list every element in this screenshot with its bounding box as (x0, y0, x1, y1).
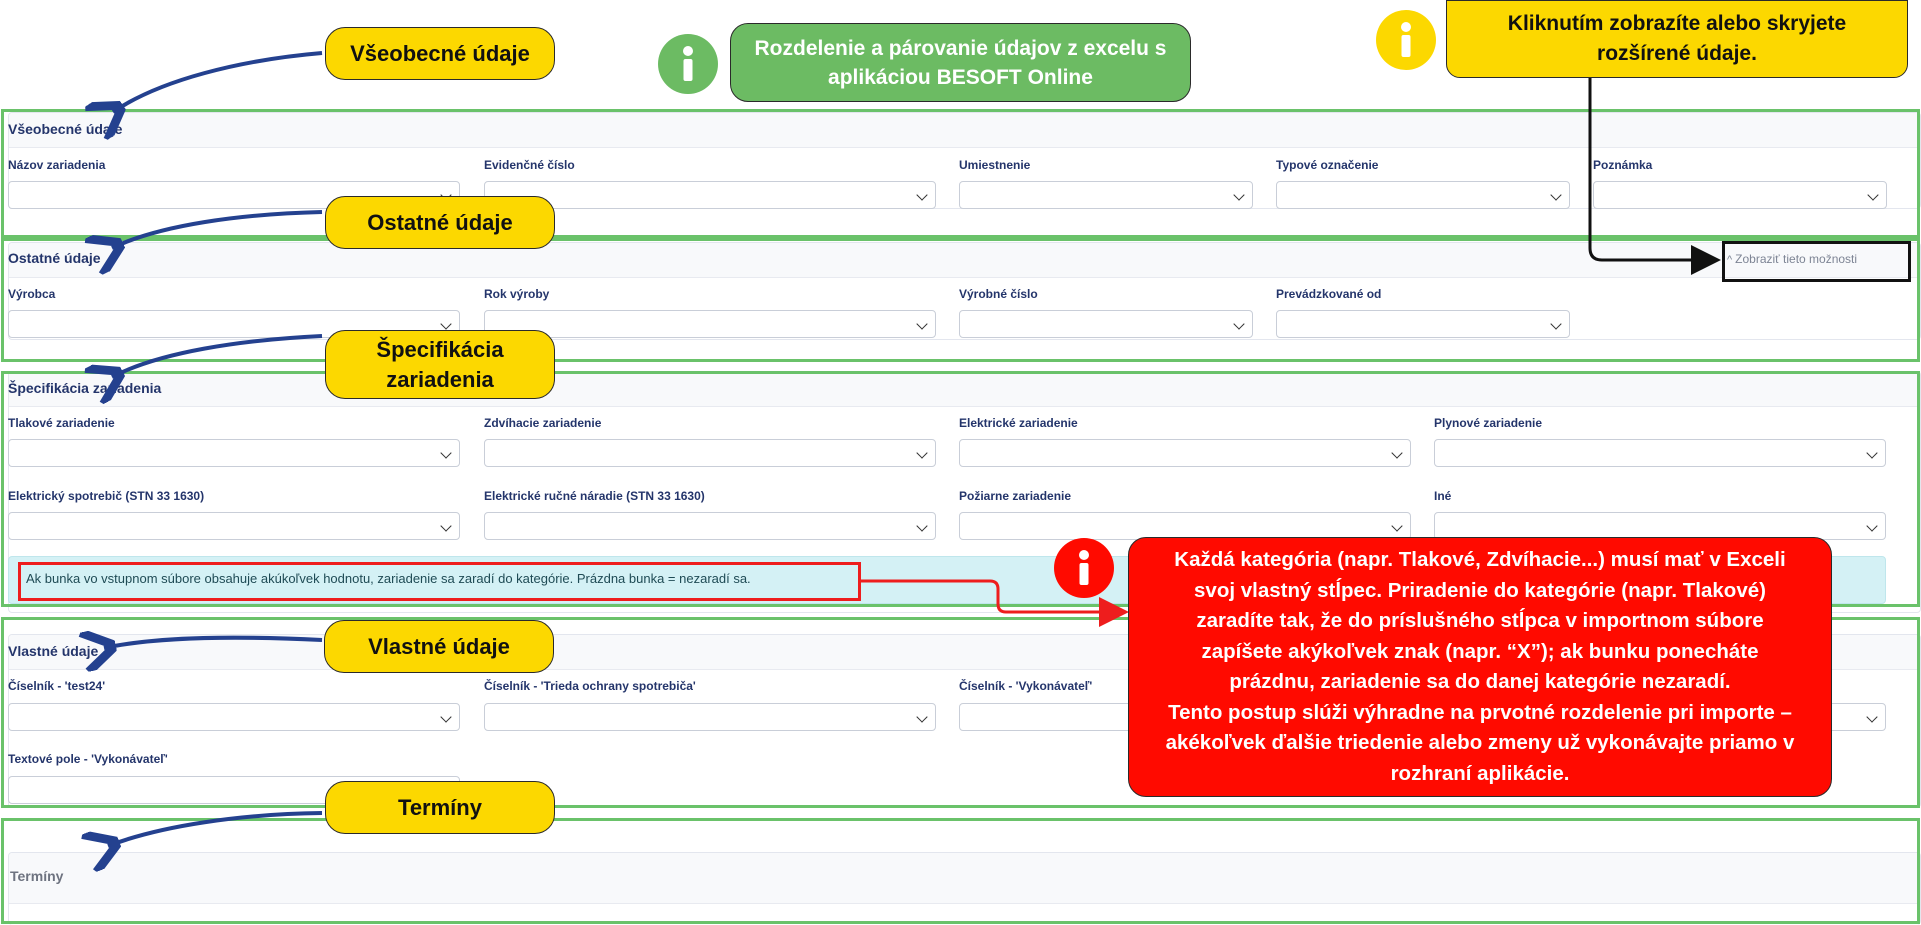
chevron-up-icon: ^ (1727, 254, 1733, 266)
field-label-codelist-executor: Číselník - 'Vykonávateľ' (959, 679, 1093, 693)
field-label-codelist-test24: Číselník - 'test24' (8, 679, 106, 693)
arrow-icon (104, 638, 322, 648)
arrow-icon (112, 336, 322, 377)
field-label-location: Umiestnenie (959, 158, 1031, 172)
field-label-text-executor: Textové pole - 'Vykonávateľ' (8, 752, 168, 766)
callout-excel-mapping-line1: Rozdelenie a párovanie údajov z excelu s (754, 36, 1167, 60)
info-icon (1376, 10, 1436, 70)
red-callout-line: Každá kategória (napr. Tlakové, Zdvíhacie...) musí mať v Exceli (1174, 548, 1786, 571)
red-callout-line: rozhraní aplikácie. (1390, 761, 1570, 785)
field-label-gas: Plynové zariadenie (1434, 416, 1543, 430)
info-icon (1054, 538, 1114, 598)
section-title-custom: Vlastné údaje (8, 643, 99, 659)
section-title-general: Všeobecné údaje (8, 121, 123, 137)
red-callout-line: Tento postup slúži výhradne na prvotné rozdelenie pri importe – (1168, 700, 1792, 724)
callout-expand-info-line2: rozšírené údaje. (1597, 42, 1757, 65)
field-label-type-designation: Typové označenie (1276, 158, 1379, 172)
info-icon (658, 34, 718, 94)
field-label-lifting: Zdvíhacie zariadenie (484, 416, 602, 430)
field-label-appliance: Elektrický spotrebič (STN 33 1630) (8, 489, 205, 503)
callout-excel-mapping (730, 23, 1191, 102)
field-label-hand-tools: Elektrické ručné náradie (STN 33 1630) (484, 489, 705, 503)
show-more-label: Zobraziť tieto možnosti (1735, 252, 1858, 266)
callout-spec-line1: Špecifikácia (376, 336, 504, 362)
field-label-device-name: Názov zariadenia (8, 158, 106, 172)
field-label-pressure: Tlakové zariadenie (8, 416, 115, 430)
callout-category-rules (1128, 537, 1832, 797)
red-callout-line: prázdnu, zariadenie sa do danej kategórie nezaradí. (1229, 670, 1731, 693)
arrow-icon (1590, 78, 1718, 260)
callout-custom: Vlastné údaje (324, 620, 554, 673)
field-label-year: Rok výroby (484, 287, 550, 301)
section-title-terms: Termíny (10, 868, 64, 884)
red-callout-line: zaradíte tak, že do príslušného stĺpca v importnom súbore (1196, 609, 1764, 632)
red-callout-line: svoj vlastný stĺpec. Priradenie do kategórie (napr. Tlakové) (1194, 578, 1766, 602)
field-label-evidence-number: Evidenčné číslo (484, 158, 575, 172)
field-label-codelist-protection: Číselník - 'Trieda ochrany spotrebiča' (484, 679, 696, 693)
callout-spec (325, 330, 555, 399)
notice-text: Ak bunka vo vstupnom súbore obsahuje akúkoľvek hodnotu, zariadenie sa zaradí do kategórie. Prázdna bunka = nezaradí sa. (26, 571, 751, 586)
callout-expand-info-line1: Kliknutím zobrazíte alebo skryjete (1507, 12, 1847, 35)
field-label-fire: Požiarne zariadenie (959, 489, 1072, 503)
callout-expand-info (1446, 0, 1908, 78)
section-title-spec: Špecifikácia zariadenia (8, 380, 162, 396)
field-label-serial-number: Výrobné číslo (959, 287, 1038, 301)
field-label-electrical: Elektrické zariadenie (959, 416, 1078, 430)
field-label-operated-since: Prevádzkované od (1276, 287, 1382, 301)
callout-excel-mapping-line2: aplikáciou BESOFT Online (828, 65, 1093, 89)
field-label-other: Iné (1434, 489, 1452, 503)
arrow-icon (108, 813, 322, 846)
red-callout-line: akékoľvek ďalšie triedenie alebo zmeny už vykonávajte priamo v (1165, 731, 1795, 754)
callout-terms: Termíny (325, 781, 555, 834)
arrow-icon (113, 53, 322, 112)
field-label-manufacturer: Výrobca (8, 287, 56, 301)
arrow-icon (112, 212, 322, 248)
red-callout-line: zapíšete akýkoľvek znak (napr. “X”); ak bunku ponecháte (1201, 639, 1759, 663)
callout-general: Všeobecné údaje (325, 27, 555, 80)
section-title-other: Ostatné údaje (8, 250, 101, 266)
callout-other: Ostatné údaje (325, 196, 555, 249)
field-label-note: Poznámka (1593, 158, 1653, 172)
callout-spec-line2: zariadenia (386, 366, 494, 392)
